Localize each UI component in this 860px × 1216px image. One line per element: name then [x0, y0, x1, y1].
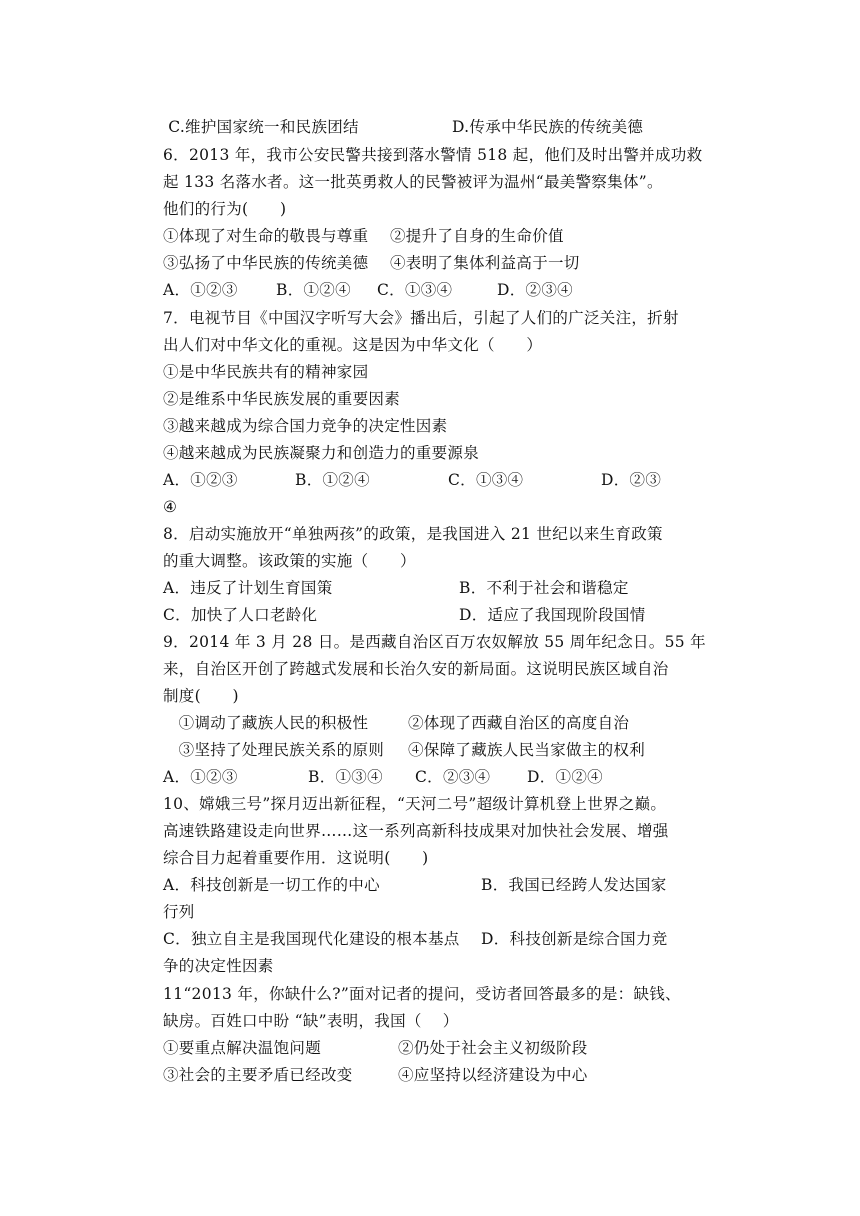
text-line-6-b: B．①②④: [276, 281, 351, 299]
text-line-30-b: D．科技创新是综合国力竞: [481, 930, 668, 948]
text-line-16-a: 的重大调整。该政策的实施（ ）: [163, 552, 416, 570]
text-line-23-a: ③坚持了处理民族关系的原则: [163, 741, 385, 759]
text-line-1-a: 6．2013 年，我市公安民警共接到落水警情 518 起，他们及时出警并成功救: [163, 146, 703, 164]
text-line-6-d: D．②③④: [497, 281, 573, 299]
text-line-9-a: ①是中华民族共有的精神家园: [163, 363, 369, 381]
text-line-0-b: D.传承中华民族的传统美德: [452, 118, 644, 136]
text-line-35-b: ④应坚持以经济建设为中心: [398, 1066, 588, 1084]
text-line-17-a: A．违反了计划生育国策: [163, 579, 333, 597]
text-line-32-a: 11“2013 年，你缺什么?”面对记者的提问，受访者回答最多的是：缺钱、: [163, 985, 681, 1003]
text-line-10-a: ②是维系中华民族发展的重要因素: [163, 390, 401, 408]
text-line-23-b: ④保障了藏族人民当家做主的权利: [408, 741, 646, 759]
text-line-22-b: ②体现了西藏自治区的高度自治: [408, 714, 630, 732]
text-line-22-a: ①调动了藏族人民的积极性: [163, 714, 369, 732]
text-line-17-b: B．不利于社会和谐稳定: [459, 579, 629, 597]
text-line-15-a: 8．启动实施放开“单独两孩”的政策，是我国进入 21 世纪以来生育政策: [163, 525, 663, 543]
text-line-5-b: ④表明了集体利益高于一切: [390, 254, 580, 272]
text-line-29-a: 行列: [163, 903, 195, 921]
text-line-4-b: ②提升了自身的生命价值: [390, 227, 564, 245]
text-line-24-a: A．①②③: [163, 768, 238, 786]
text-line-11-a: ③越来越成为综合国力竞争的决定性因素: [163, 417, 448, 435]
text-line-28-a: A．科技创新是一切工作的中心: [163, 876, 380, 894]
text-line-35-a: ③社会的主要矛盾已经改变: [163, 1066, 353, 1084]
text-line-24-b: B．①③④: [308, 768, 383, 786]
text-line-28-b: B．我国已经跨人发达国家: [481, 876, 667, 894]
text-line-13-d: D．②③: [601, 471, 662, 489]
text-line-34-a: ①要重点解决温饱问题: [163, 1039, 322, 1057]
text-line-4-a: ①体现了对生命的敬畏与尊重: [163, 227, 369, 245]
text-line-0-a: C.维护国家统一和民族团结: [163, 118, 359, 136]
text-line-3-a: 他们的行为( ): [163, 200, 287, 218]
text-line-21-a: 制度( ): [163, 687, 239, 705]
text-line-14-a: ④: [163, 498, 178, 516]
text-line-30-a: C．独立自主是我国现代化建设的根本基点: [163, 930, 460, 948]
text-line-6-a: A．①②③: [163, 281, 238, 299]
text-line-19-a: 9．2014 年 3 月 28 日。是西藏自治区百万农奴解放 55 周年纪念日。55 年: [163, 633, 706, 651]
text-line-13-c: C．①③④: [448, 471, 524, 489]
text-line-20-a: 来，自治区开创了跨越式发展和长治久安的新局面。这说明民族区域自治: [163, 660, 669, 678]
text-line-2-a: 起 133 名落水者。这一批英勇救人的民警被评为温州“最美警察集体”。: [163, 173, 663, 191]
text-line-6-c: C．①③④: [377, 281, 453, 299]
text-line-26-a: 高速铁路建设走向世界……这一系列高新科技成果对加快社会发展、增强: [163, 822, 669, 840]
text-line-8-a: 出人们对中华文化的重视。这是因为中华文化（ ）: [163, 336, 543, 354]
text-line-13-b: B．①②④: [295, 471, 370, 489]
text-line-18-a: C．加快了人口老龄化: [163, 606, 318, 624]
text-line-24-c: C．②③④: [415, 768, 491, 786]
text-line-12-a: ④越来越成为民族凝聚力和创造力的重要源泉: [163, 444, 480, 462]
text-line-18-b: D．适应了我国现阶段国情: [459, 606, 646, 624]
text-line-5-a: ③弘扬了中华民族的传统美德: [163, 254, 369, 272]
text-line-34-b: ②仍处于社会主义初级阶段: [398, 1039, 588, 1057]
text-line-7-a: 7．电视节目《中国汉字听写大会》播出后，引起了人们的广泛关注，折射: [163, 309, 679, 327]
text-line-31-a: 争的决定性因素: [163, 957, 274, 975]
text-line-13-a: A．①②③: [163, 471, 238, 489]
text-line-27-a: 综合目力起着重要作用．这说明( ): [163, 849, 429, 867]
text-line-24-d: D．①②④: [527, 768, 603, 786]
text-line-33-a: 缺房。百姓口中盼 “缺”表明，我国（ ）: [163, 1012, 459, 1030]
text-line-25-a: 10、嫦娥三号”探月迈出新征程，“天河二号”超级计算机登上世界之巅。: [163, 795, 667, 813]
